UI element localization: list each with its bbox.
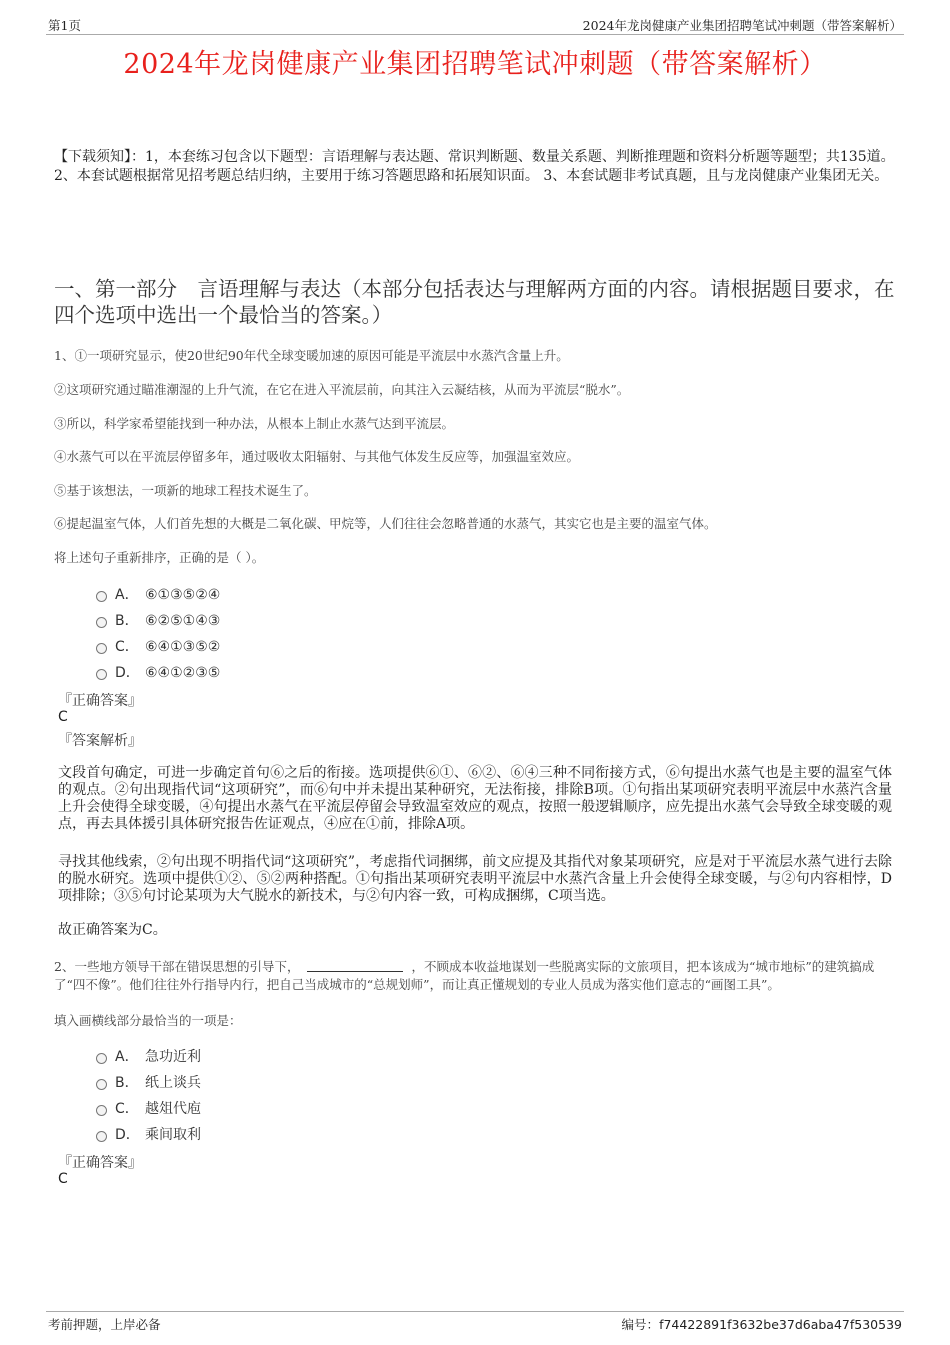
q2-option-b[interactable]: B． 纸上谈兵 (96, 1072, 201, 1092)
q1-option-d[interactable]: D． ⑥④①②③⑤ (96, 662, 220, 682)
section-heading: 一、第一部分 言语理解与表达（本部分包括表达与理解两方面的内容。请根据题目要求，在四个选项中选出一个最恰当的答案。） (54, 277, 895, 327)
q1-sentence-2: ②这项研究通过瞄准潮湿的上升气流，在它在进入平流层前，向其注入云凝结核，从而为平流层“脱水”。 (54, 382, 630, 397)
q1-sentence-6: ⑥提起温室气体，人们首先想的大概是二氧化碳、甲烷等，人们往往会忽略普通的水蒸气，其实它也是主要的温室气体。 (54, 516, 717, 531)
footer-code: 编号：f74422891f3632be37d6aba47f530539 (621, 1317, 902, 1332)
radio-icon[interactable] (96, 1105, 107, 1116)
footer-slogan: 考前押题，上岸必备 (48, 1317, 161, 1332)
q1-option-c[interactable]: C． ⑥④①③⑤② (96, 636, 220, 656)
radio-icon[interactable] (96, 591, 107, 602)
radio-icon[interactable] (96, 643, 107, 654)
radio-icon[interactable] (96, 1131, 107, 1142)
q1-prompt: 将上述句子重新排序，正确的是（ ）。 (54, 550, 265, 565)
q2-answer-label: 『正确答案』 (58, 1155, 142, 1171)
answer-blank (307, 959, 403, 972)
header-doc-title: 2024年龙岗健康产业集团招聘笔试冲刺题（带答案解析） (582, 18, 902, 33)
q1-answer-label: 『正确答案』 (58, 693, 142, 709)
radio-icon[interactable] (96, 1079, 107, 1090)
radio-icon[interactable] (96, 617, 107, 628)
q1-answer: C (58, 709, 68, 725)
q1-analysis-paragraph-2: 寻找其他线索，②句出现不明指代词“这项研究”，考虑指代词捆绑，前文应提及其指代对象某项研究，应是对于平流层水蒸气进行去除的脱水研究。选项中提供①②、⑤②两种搭配。①句指出某项研究表明平流层中水蒸汽含量上升会使得全球变暖，与②句内容相悖，D项排除；③⑤句讨论某项为大气脱水的新技术，与②句内容一致，可构成捆绑，C项当选。 (58, 854, 892, 904)
radio-icon[interactable] (96, 669, 107, 680)
q2-prompt: 填入画横线部分最恰当的一项是： (54, 1013, 242, 1028)
q2-stem: 2、一些地方领导干部在错误思想的引导下， ，不顾成本收益地谋划一些脱离实际的文旅项目，把本该成为“城市地标”的建筑搞成了“四不像”。他们往往外行指导内行，把自己当成城市的“总规划师”，而让真正懂规划的专业人员成为落实他们意志的“画图工具”。 (54, 959, 875, 992)
q2-option-d[interactable]: D． 乘间取利 (96, 1124, 201, 1144)
download-notice: 【下载须知】：1，本套练习包含以下题型：言语理解与表达题、常识判断题、数量关系题、判断推理题和资料分析题等题型；共135道。 2、本套试题根据常见招考题总结归纳，主要用于练习答题思路和拓展知识面。 3、本套试题非考试真题，且与龙岗健康产业集团无关。 (54, 149, 895, 184)
q1-option-a[interactable]: A． ⑥①③⑤②④ (96, 584, 220, 604)
q1-sentence-5: ⑤基于该想法，一项新的地球工程技术诞生了。 (54, 483, 317, 498)
q1-analysis-paragraph-1: 文段首句确定，可进一步确定首句⑥之后的衔接。选项提供⑥①、⑥②、⑥④三种不同衔接方式，⑥句提出水蒸气也是主要的温室气体的观点。②句出现指代词“这项研究”，而⑥句中并未提出某种研究，无法衔接，排除B项。①句指出某项研究表明平流层中水蒸汽含量上升会使得全球变暖，④句提出水蒸气在平流层停留会导致温室效应的观点，按照一般逻辑顺序，应先提出水蒸气会导致全球变暖的观点，再去具体援引具体研究报告佐证观点，④应在①前，排除A项。 (58, 765, 892, 832)
page-footer (46, 1311, 904, 1332)
q2-answer: C (58, 1171, 68, 1187)
q1-analysis-label: 『答案解析』 (58, 733, 142, 749)
document-title: 2024年龙岗健康产业集团招聘笔试冲刺题（带答案解析） (123, 49, 827, 80)
q1-sentence-3: ③所以，科学家希望能找到一种办法，从根本上制止水蒸气达到平流层。 (54, 416, 455, 431)
q1-sentence-4: ④水蒸气可以在平流层停留多年，通过吸收太阳辐射、与其他气体发生反应等，加强温室效应。 (54, 449, 580, 464)
q2-option-a[interactable]: A． 急功近利 (96, 1046, 201, 1066)
page-number: 第1页 (48, 18, 81, 33)
page-header (46, 14, 904, 35)
q2-option-c[interactable]: C． 越俎代庖 (96, 1098, 201, 1118)
q1-sentence-1: 1、①一项研究显示，使20世纪90年代全球变暖加速的原因可能是平流层中水蒸汽含量上升。 (54, 348, 569, 363)
radio-icon[interactable] (96, 1053, 107, 1064)
q1-option-b[interactable]: B． ⑥②⑤①④③ (96, 610, 220, 630)
q1-analysis-conclusion: 故正确答案为C。 (58, 922, 167, 938)
